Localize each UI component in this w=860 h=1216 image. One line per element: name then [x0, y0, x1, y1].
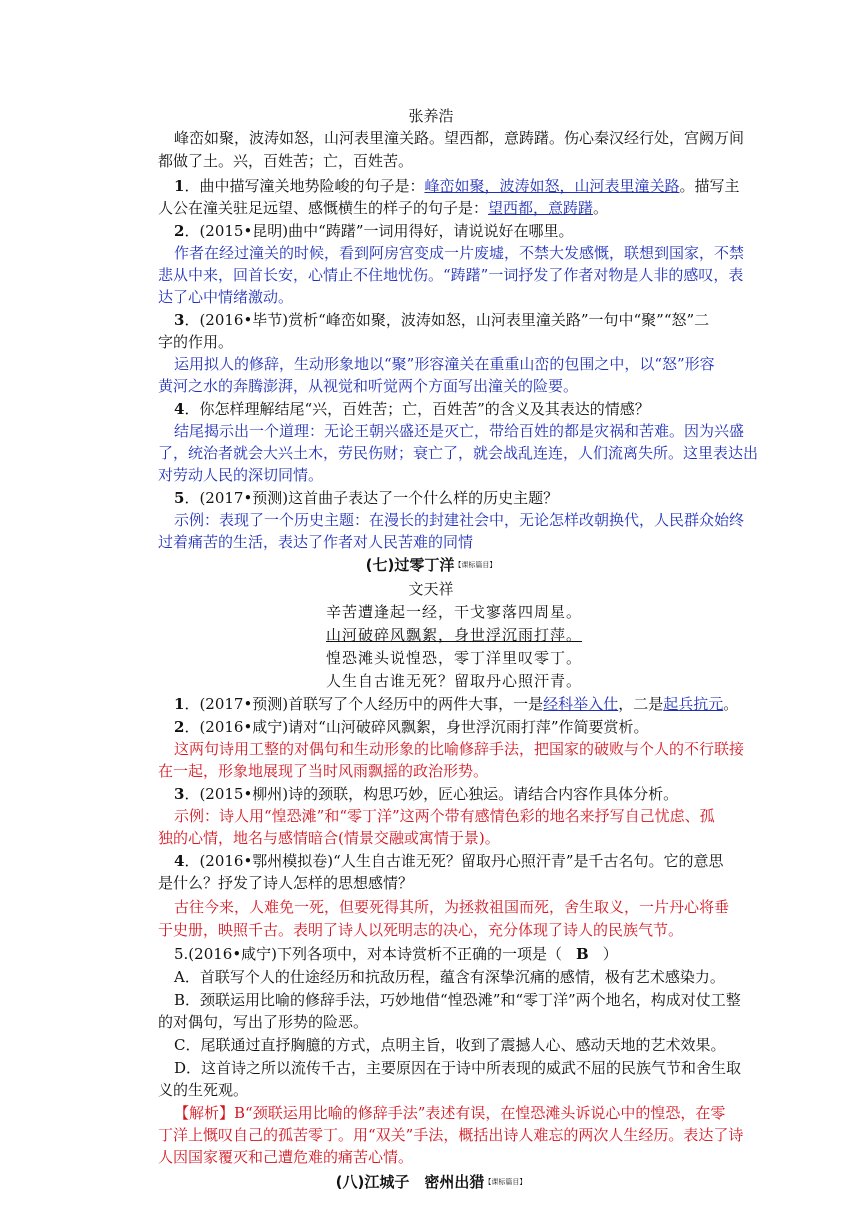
answer-line: 作者在经过潼关的时候，看到阿房宫变成一片废墟，不禁大发感慨，联想到国家，不禁 [174, 244, 745, 262]
section-title: (七)过零丁洋$^{【课标篇目】}$ [365, 556, 497, 574]
answer-line: 示例：诗人用“惶恐滩”和“零丁洋”这两个带有感情色彩的地名来抒写自己忧虑、孤 [174, 807, 715, 825]
question-4: 4．你怎样理解结尾“兴，百姓苦；亡，百姓苦”的含义及其表达的情感？ [174, 400, 650, 418]
question-3: 3．(2016•毕节)赏析“峰峦如聚，波涛如怒，山河表里潼关路”一句中“聚”“怒”二 [174, 311, 710, 329]
answer-line: 古往今来，人难免一死，但要死得其所，为拯救祖国而死，舍生取义，一片丹心将垂 [174, 898, 730, 916]
answer-blank: 起兵抗元 [663, 695, 724, 713]
section-tag: 【课标篇目】 [454, 561, 497, 569]
answer-line: 运用拟人的修辞，生动形象地以“聚”形容潼关在重重山峦的包围之中，以“怒”形容 [174, 355, 715, 373]
option-d: D．这首诗之所以流传千古，主要原因在于诗中所表现的威武不屈的民族气节和舍生取 [174, 1059, 742, 1077]
answer-line: 示例：表现了一个历史主题：在漫长的封建社会中，无论怎样改朝换代，人民群众始终 [174, 511, 745, 529]
question-3-cont: 字的作用。 [158, 333, 234, 351]
analysis-line: 【解析】B“颈联运用比喻的修辞手法”表述有误，在惶恐滩头诉说心中的惶恐，在零 [174, 1104, 726, 1122]
analysis-line: 人因国家覆灭和己遭危难的痛苦心情。 [158, 1148, 414, 1166]
author-name: 文天祥 [408, 580, 454, 598]
option-a: A．首联写个人的仕途经历和抗敌历程，蕴含有深挚沉痛的感情，极有艺术感染力。 [174, 968, 725, 986]
section-tag: 【课标篇目】 [484, 1178, 527, 1186]
section-title: (八)江城子 密州出猎$^{【课标篇目】}$ [335, 1173, 527, 1191]
answer-line: 过着痛苦的生活，表达了作者对人民苦难的同情 [158, 533, 474, 551]
answer-line: 于史册，映照千古。表明了诗人以死明志的决心，充分体现了诗人的民族气节。 [158, 921, 684, 939]
question-1: 1．曲中描写潼关地势险峻的句子是：峰峦如聚，波涛如怒，山河表里潼关路。描写主 [174, 177, 740, 195]
poem-line: 都做了土。兴，百姓苦；亡，百姓苦。 [158, 152, 414, 170]
question-1: 1．(2017•预测)首联写了个人经历中的两件大事，一是经科举入仕，二是起兵抗元。 [174, 695, 739, 713]
choice-answer: B [576, 945, 589, 963]
answer-blank: 经科举入仕 [543, 695, 619, 713]
question-2: 2．(2016•咸宁)请对“山河破碎风飘絮，身世浮沉雨打萍”作简要赏析。 [174, 718, 649, 736]
question-1-cont: 人公在潼关驻足远望、感慨横生的样子的句子是：望西都，意踌躇。 [158, 199, 609, 217]
option-c: C．尾联通过直抒胸臆的方式，点明主旨，收到了震撼人心、感动天地的艺术效果。 [174, 1036, 726, 1054]
author-name: 张养浩 [408, 107, 454, 125]
question-4: 4．(2016•鄂州模拟卷)“人生自古谁无死？留取丹心照汗青”是千古名句。它的意思 [174, 852, 724, 870]
question-5: 5．(2017•预测)这首曲子表达了一个什么样的历史主题？ [174, 489, 559, 507]
answer-line: 这两句诗用工整的对偶句和生动形象的比喻修辞手法，把国家的破败与个人的不行联接 [174, 740, 745, 758]
answer-line: 独的心情，地名与感情暗合(情景交融或寓情于景)。 [158, 829, 500, 847]
option-b-cont: 的对偶句，写出了形势的险恶。 [158, 1013, 369, 1031]
question-3: 3．(2015•柳州)诗的颈联，构思巧妙，匠心独运。请结合内容作具体分析。 [174, 785, 679, 803]
answer-line: 达了心中情绪激动。 [158, 288, 294, 306]
option-b: B．颈联运用比喻的修辞手法，巧妙地借“惶恐滩”和“零丁洋”两个地名，构成对仗工整 [174, 991, 741, 1009]
question-4-cont: 是什么？抒发了诗人怎样的思想感情？ [158, 874, 414, 892]
answer-line: 在一起，形象地展现了当时风雨飘摇的政治形势。 [158, 762, 489, 780]
answer-line: 悲从中来，回首长安，心情止不住地忧伤。“踌躇”一词抒发了作者对物是人非的感叹，表 [158, 266, 744, 284]
answer-line: 了，统治者就会大兴土木，劳民伤财；衰亡了，就会战乱连连，人们流离失所。这里表达出 [158, 444, 759, 462]
question-2: 2．(2015•昆明)曲中“踌躇”一词用得好，请说说好在哪里。 [174, 222, 574, 240]
answer-line: 对劳动人民的深切同情。 [158, 466, 324, 484]
poem-line: 山河破碎风飘絮，身世浮沉雨打萍。 [326, 626, 583, 644]
poem-line: 惶恐滩头说惶恐，零丁洋里叹零丁。 [326, 649, 583, 667]
answer-blank: 望西都，意踌躇 [488, 199, 594, 217]
answer-line: 黄河之水的奔腾澎湃，从视觉和听觉两个方面写出潼关的险要。 [158, 377, 579, 395]
question-5: 5.(2016•咸宁)下列各项中，对本诗赏析不正确的一项是（ B ） [174, 945, 618, 963]
poem-line: 峰峦如聚，波涛如怒，山河表里潼关路。望西都，意踌躇。伤心秦汉经行处，宫阙万间 [174, 129, 745, 147]
poem-line: 人生自古谁无死？留取丹心照汗青。 [326, 672, 583, 690]
poem-line: 辛苦遭逢起一经，干戈寥落四周星。 [326, 603, 583, 621]
analysis-line: 丁洋上慨叹自己的孤苦零丁。用“双关”手法，概括出诗人难忘的两次人生经历。表达了诗 [158, 1126, 744, 1144]
answer-line: 结尾揭示出一个道理：无论王朝兴盛还是灭亡，带给百姓的都是灾祸和苦难。因为兴盛 [174, 422, 745, 440]
option-d-cont: 义的生死观。 [158, 1081, 249, 1099]
answer-blank: 峰峦如聚，波涛如怒，山河表里潼关路 [424, 177, 680, 195]
